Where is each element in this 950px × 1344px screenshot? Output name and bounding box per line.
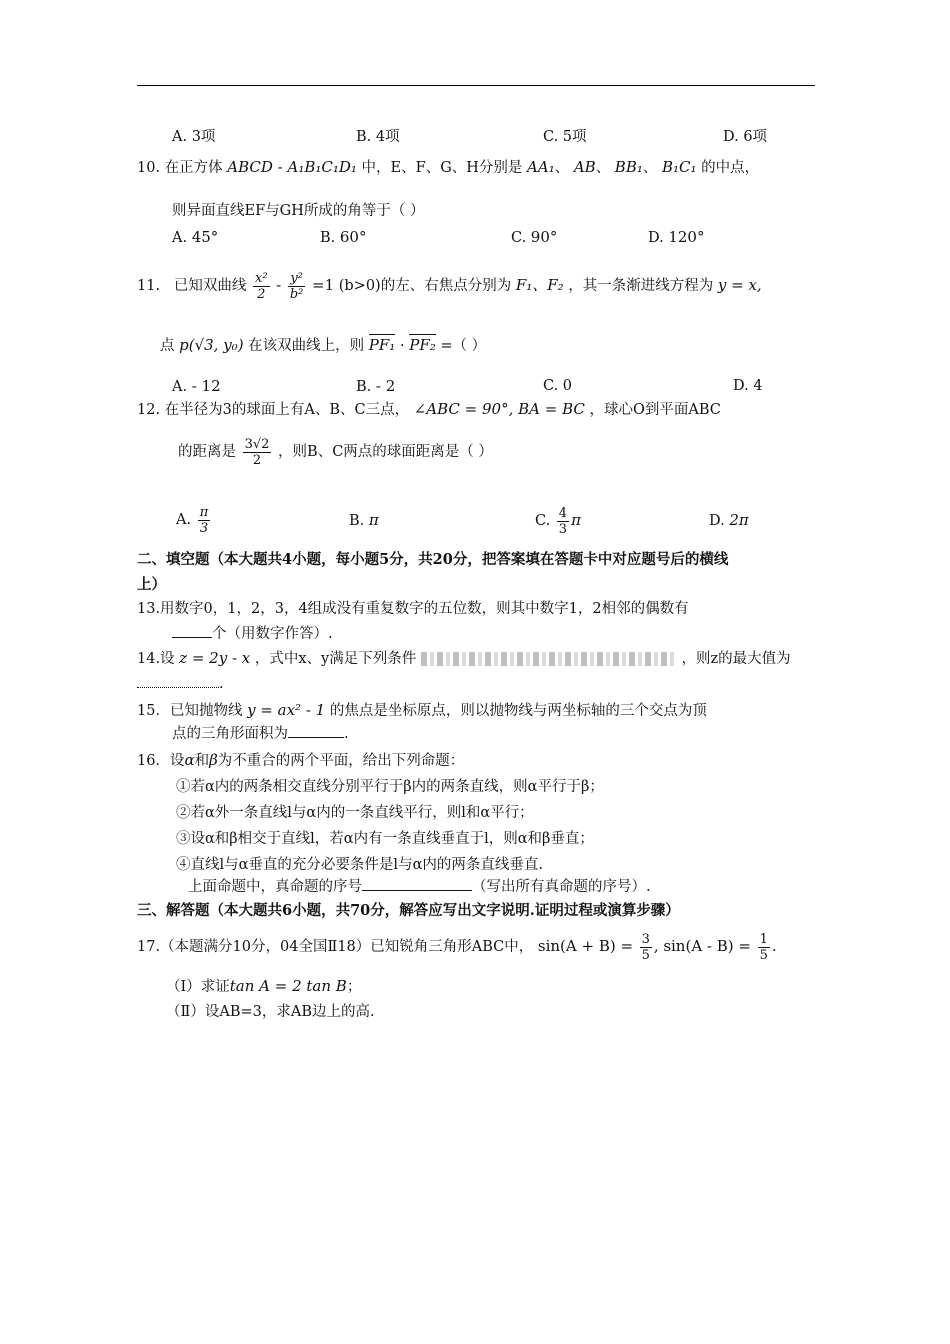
q12-line1: 12. 在半径为3的球面上有A、B、C三点， ∠ABC = 90°, BA = BC ，球心O到平面ABC — [137, 400, 721, 418]
q16-answer-blank[interactable] — [362, 890, 472, 891]
q15-answer-blank[interactable] — [288, 737, 344, 738]
q10-line2: 则异面直线EF与GH所成的角等于（ ） — [172, 203, 425, 219]
q10-option-b: B. 60° — [320, 228, 367, 246]
q12-line2: 的距离是 $\frac{3√2}{2}$ ，则B、C两点的球面距离是（ ） — [178, 436, 493, 468]
header-rule — [137, 85, 815, 86]
q11-option-d: D. 4 — [733, 378, 763, 394]
q10-line1: 10. 在正方体 ABCD - A₁B₁C₁D₁ 中，E、F、G、H分别是 AA₁、 AB、 BB₁、 B₁C₁ 的中点， — [137, 158, 760, 176]
q9-option-c: C. 5项 — [543, 129, 587, 145]
q16-item-3: ③设α和β相交于直线l，若α内有一条直线垂直于l，则α和β垂直； — [176, 831, 594, 847]
q11-option-a: A. - 12 — [172, 377, 221, 395]
q11-line1: 11. 已知双曲线 $\frac{\text{x²}}{2}$ - $\frac{\text{y²}}{\text{b²}}$ =1 (b>0)的左、右焦点分别为 F₁、F₂ ，其一条渐进线方程为 y = x, — [137, 270, 762, 302]
q16-item-4: ④直线l与α垂直的充分必要条件是l与α内的两条直线垂直. — [176, 857, 543, 873]
q12-option-a: A. $\frac{\pi}{3}$ — [176, 504, 209, 536]
q11-option-b: B. - 2 — [356, 377, 396, 395]
q15-line2: 点的三角形面积为 . — [172, 726, 349, 742]
q10-option-a: A. 45° — [172, 228, 219, 246]
q9-option-a: A. 3项 — [172, 129, 216, 145]
section2-heading: 二、填空题（本大题共4小题，每小题5分，共20分，把答案填在答题卡中对应题号后的横线 — [137, 551, 729, 568]
q16-line5: 上面命题中，真命题的序号 （写出所有真命题的序号）. — [188, 879, 651, 895]
q12-option-b: B. π — [349, 511, 379, 529]
q11-frac-y: $\frac{\text{y²}}{\text{b²}}$ — [289, 270, 304, 302]
q11-line2: 点 p(√3, y₀) 在该双曲线上，则 PF₁ · PF₂ =（ ） — [160, 336, 487, 354]
q16-item-1: ①若α内的两条相交直线分别平行于β内的两条直线，则α平行于β； — [176, 779, 604, 795]
q17-part2: （Ⅱ）设AB=3，求AB边上的高. — [166, 1004, 375, 1020]
q14-constraint-image — [421, 652, 677, 666]
q13-line2: 个（用数字作答）. — [172, 624, 333, 644]
q11-option-c: C. 0 — [543, 378, 573, 394]
q13-line1: 13.用数字0，1，2，3，4组成没有重复数字的五位数，则其中数字1，2相邻的偶数有 — [137, 601, 689, 617]
q16-item-2: ②若α外一条直线l与α内的一条直线平行，则l和α平行； — [176, 805, 534, 821]
q13-answer-blank[interactable] — [172, 637, 212, 638]
q12-option-d: D. 2π — [709, 511, 749, 529]
q12-option-c: C. $\frac{4}{3}$ π — [535, 505, 581, 537]
q15-line1: 15．已知抛物线 y = ax² - 1 的焦点是坐标原点，则以抛物线与两坐标轴的三个交点为顶 — [137, 701, 707, 719]
q11-frac-x: $\frac{\text{x²}}{2}$ — [255, 270, 268, 302]
q14-answer-blank[interactable] — [137, 687, 219, 688]
section3-heading: 三、解答题（本大题共6小题，共70分，解答应写出文字说明.证明过程或演算步骤） — [137, 902, 680, 919]
q16-line0: 16．设α和β为不重合的两个平面，给出下列命题： — [137, 751, 465, 769]
q10-option-c: C. 90° — [511, 228, 558, 246]
q9-option-d: D. 6项 — [723, 129, 768, 145]
q17-part1: （Ⅰ）求证tan A = 2 tan B； — [166, 977, 362, 995]
q12-distance-frac: $\frac{3√2}{2}$ — [244, 436, 270, 468]
q10-cube: ABCD - A₁B₁C₁D₁ — [227, 158, 357, 176]
q17-line1: 17.（本题满分10分，04全国Ⅱ18）已知锐角三角形ABC中， sin(A + B) = $\frac{3}{5}$ , sin(A - B) = $\frac{1}{5}$ . — [137, 931, 777, 963]
q14-line1: 14.设 z = 2y - x ，式中x、y满足下列条件 ，则z的最大值为 — [137, 649, 791, 667]
section2-heading-cont: 上） — [137, 576, 166, 593]
q14-line2: . — [137, 674, 224, 694]
q10-option-d: D. 120° — [648, 228, 705, 246]
q9-option-b: B. 4项 — [356, 129, 400, 145]
